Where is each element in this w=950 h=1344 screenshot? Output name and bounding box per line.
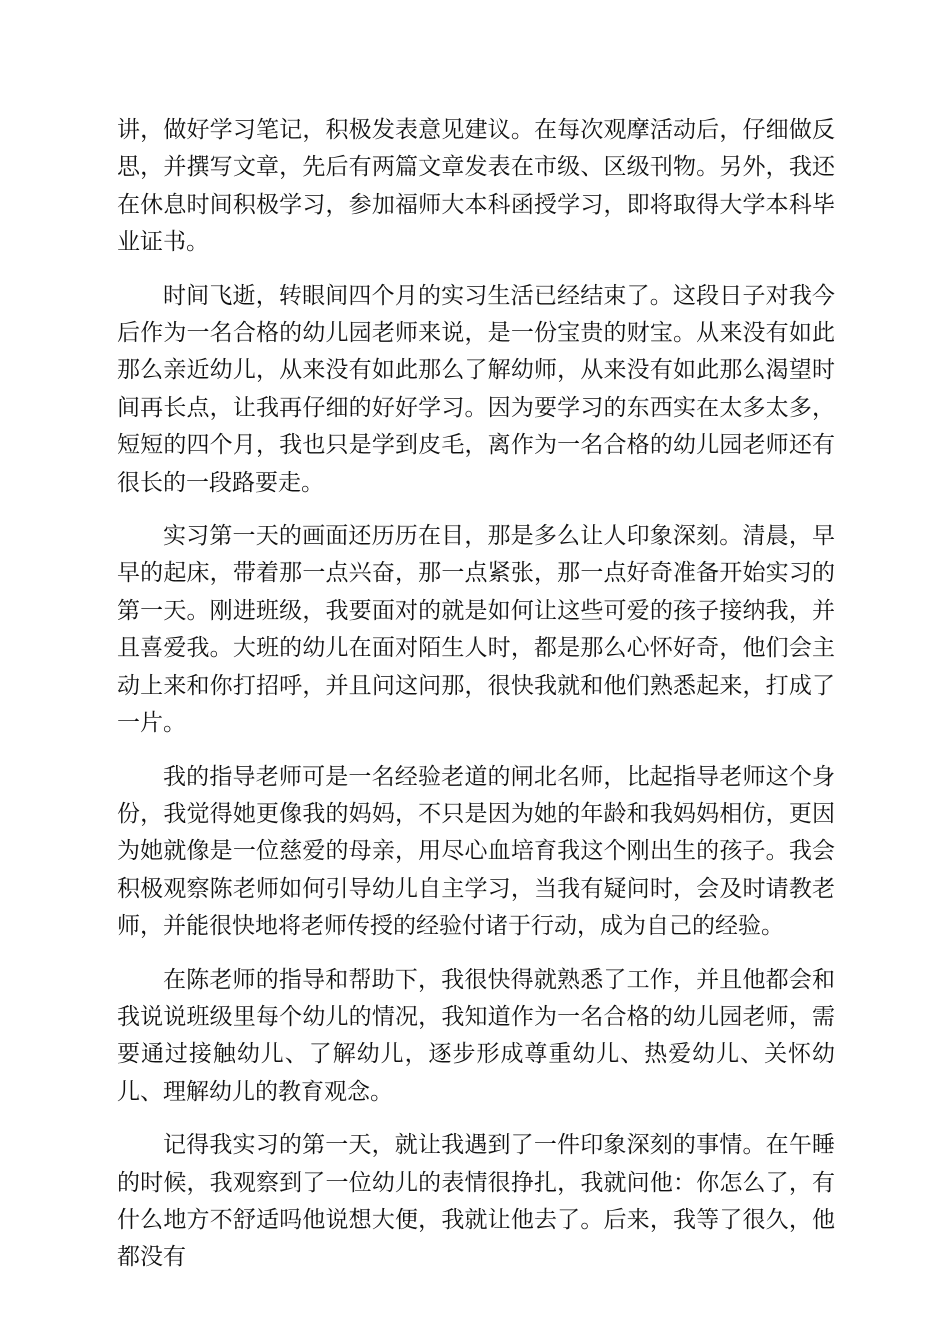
paragraph-4: 我的指导老师可是一名经验老道的闸北名师，比起指导老师这个身份，我觉得她更像我的妈妈，不只是因为她的年龄和我妈妈相仿，更因为她就像是一位慈爱的母亲，用尽心血培育我这个刚出生的孩子。我会积极观察陈老师如何引导幼儿自主学习，当我有疑问时，会及时请教老师，并能很快地将老师传授的经验付诸于行动，成为自己的经验。 <box>117 763 835 940</box>
document-body <box>117 112 835 1293</box>
paragraph-2: 时间飞逝，转眼间四个月的实习生活已经结束了。这段日子对我今后作为一名合格的幼儿园老师来说，是一份宝贵的财宝。从来没有如此那么亲近幼儿，从来没有如此那么了解幼师，从来没有如此那么渴望时间再长点，让我再仔细的好好学习。因为要学习的东西实在太多太多，短短的四个月，我也只是学到皮毛，离作为一名合格的幼儿园老师还有很长的一段路要走。 <box>117 282 835 496</box>
paragraph-3: 实习第一天的画面还历历在目，那是多么让人印象深刻。清晨，早早的起床，带着那一点兴奋，那一点紧张，那一点好奇准备开始实习的第一天。刚进班级，我要面对的就是如何让这些可爱的孩子接纳我，并且喜爱我。大班的幼儿在面对陌生人时，都是那么心怀好奇，他们会主动上来和你打招呼，并且问这问那，很快我就和他们熟悉起来，打成了一片。 <box>117 523 835 737</box>
paragraph-5: 在陈老师的指导和帮助下，我很快得就熟悉了工作，并且他都会和我说说班级里每个幼儿的情况，我知道作为一名合格的幼儿园老师，需要通过接触幼儿、了解幼儿，逐步形成尊重幼儿、热爱幼儿、关怀幼儿、理解幼儿的教育观念。 <box>117 966 835 1105</box>
paragraph-6: 记得我实习的第一天，就让我遇到了一件印象深刻的事情。在午睡的时候，我观察到了一位幼儿的表情很挣扎，我就问他：你怎么了，有什么地方不舒适吗他说想大便，我就让他去了。后来，我等了很久，他都没有 <box>117 1132 835 1271</box>
paragraph-1: 讲，做好学习笔记，积极发表意见建议。在每次观摩活动后，仔细做反思，并撰写文章，先后有两篇文章发表在市级、区级刊物。另外，我还在休息时间积极学习，参加福师大本科函授学习，即将取得大学本科毕业证书。 <box>117 117 835 256</box>
